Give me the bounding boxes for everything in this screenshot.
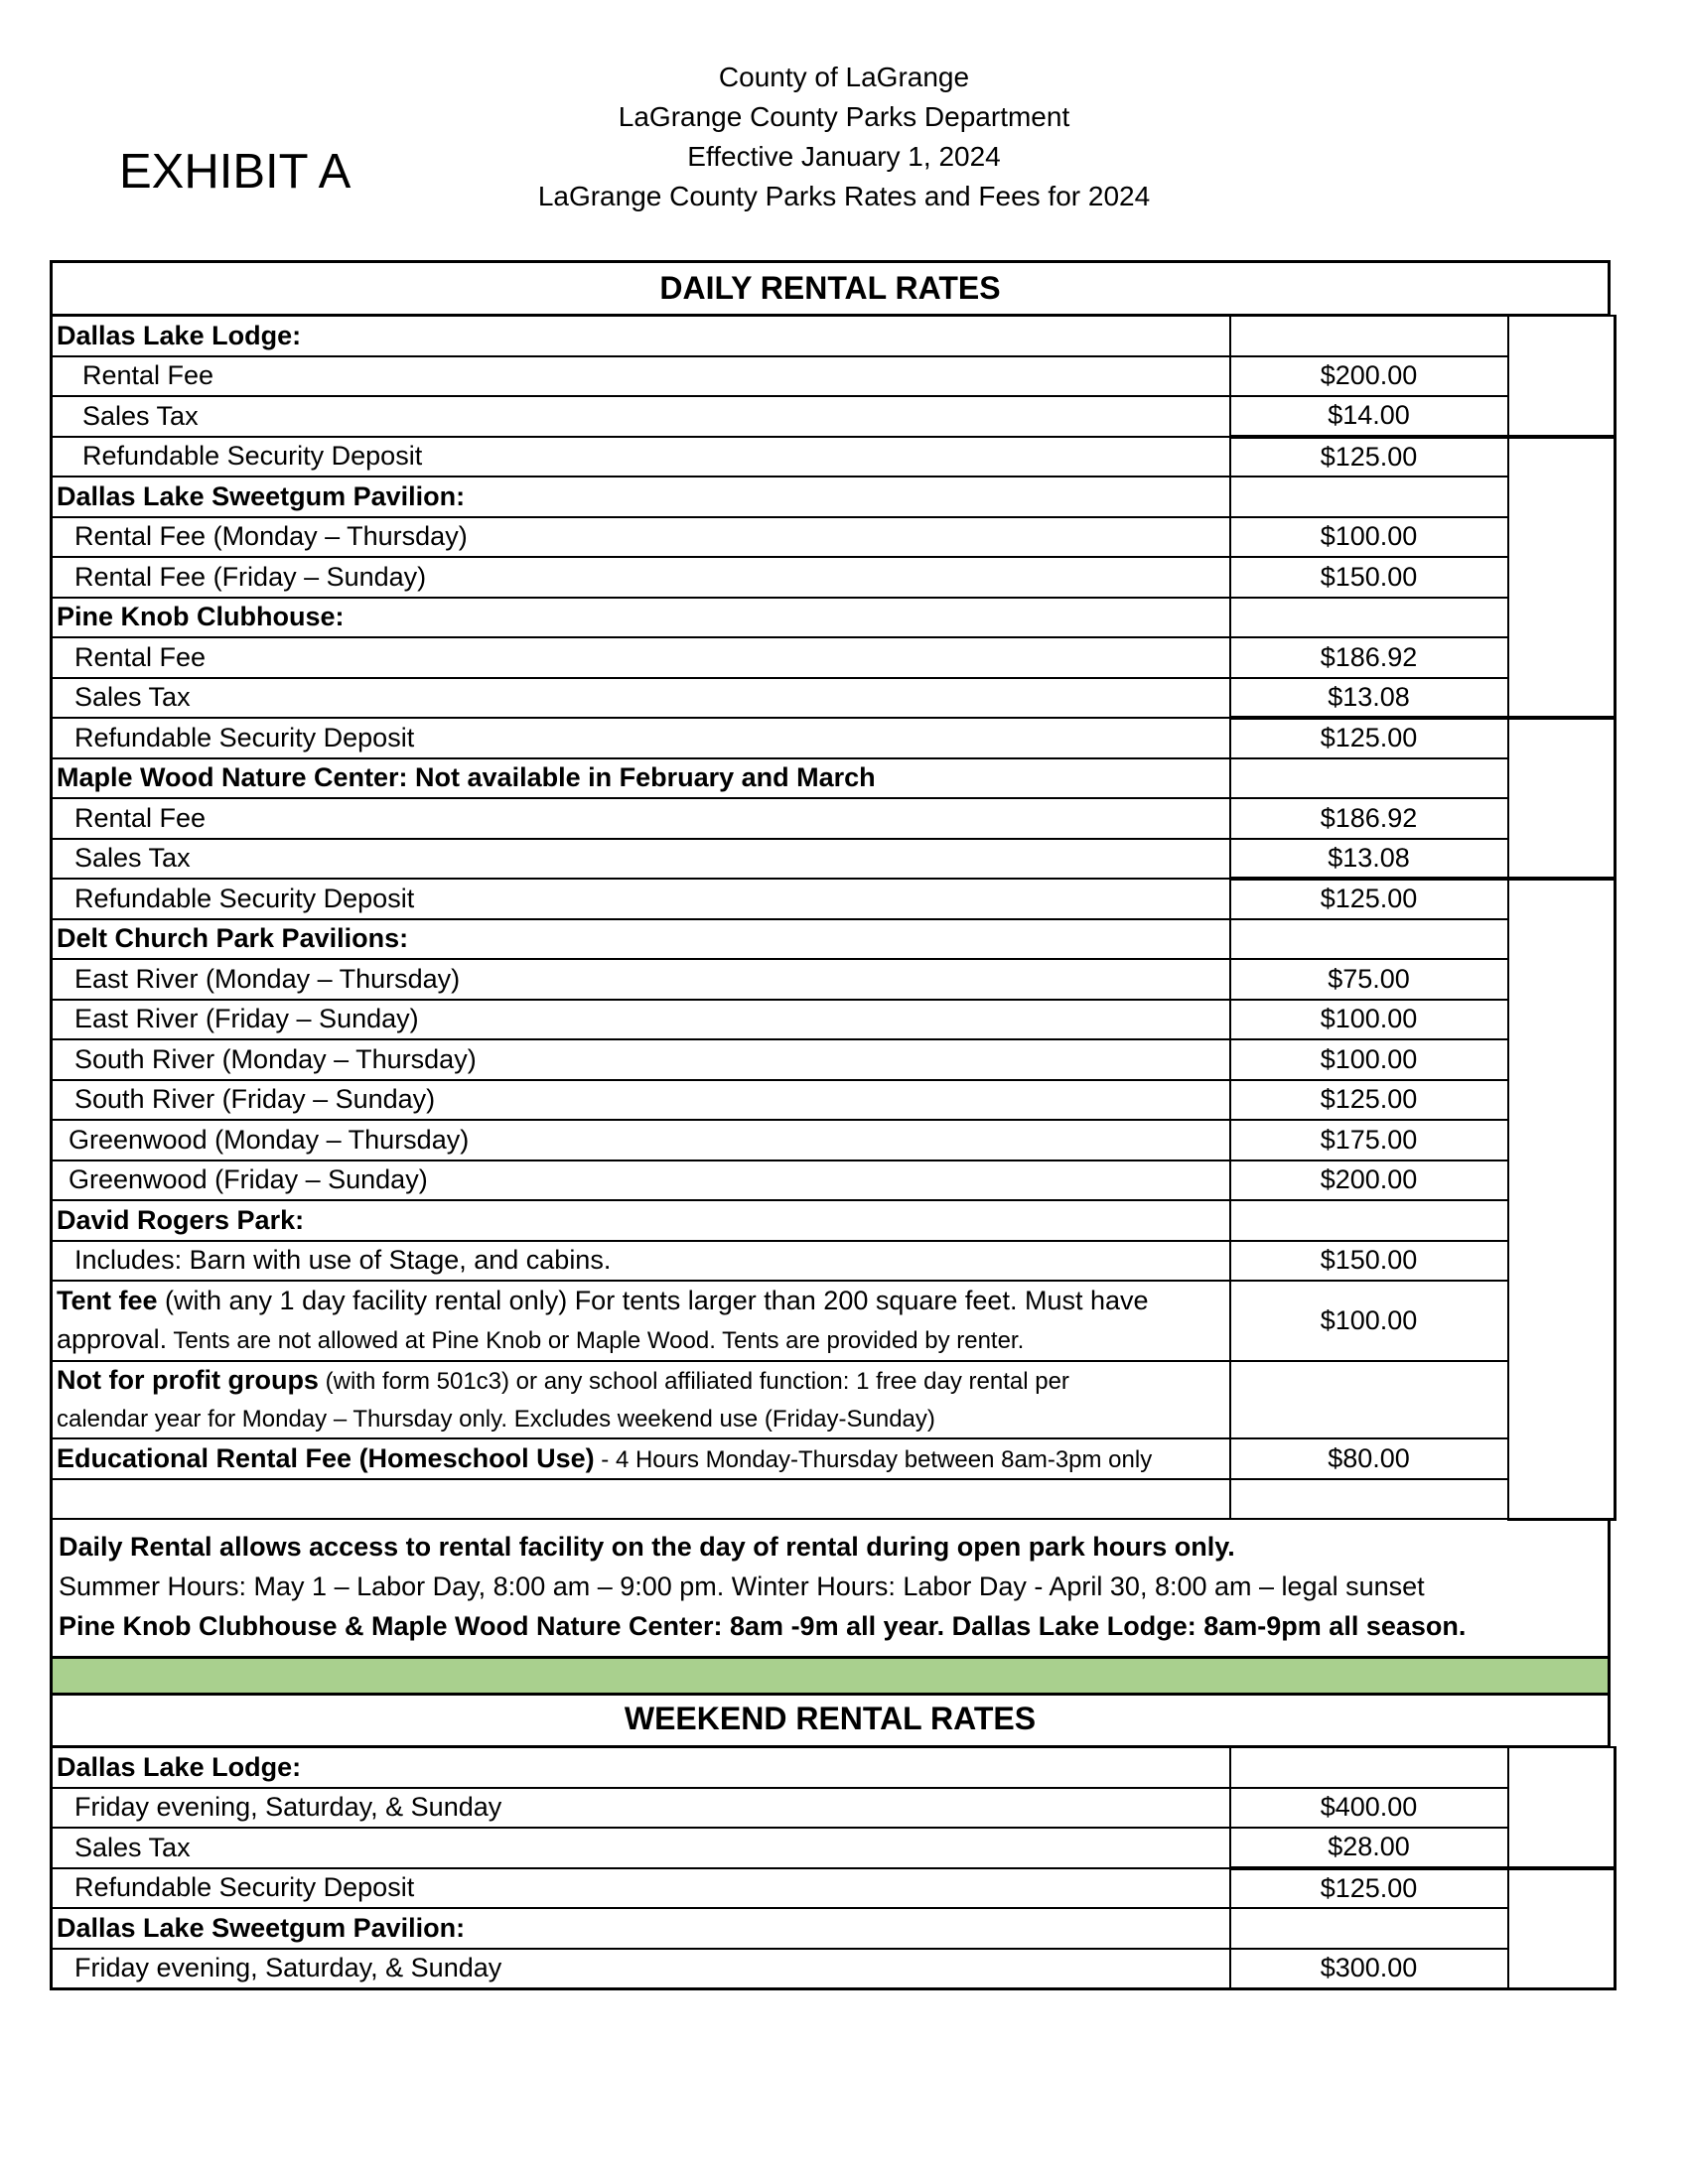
row-amount: $125.00 xyxy=(1230,1080,1508,1121)
side-cell xyxy=(1508,879,1616,1519)
tent-fee-approval: approval. xyxy=(57,1324,168,1354)
table-row xyxy=(52,637,1616,678)
table-row xyxy=(52,678,1616,719)
row-amount: $28.00 xyxy=(1230,1828,1508,1868)
weekend-rates-title xyxy=(50,1693,1611,1748)
exhibit-label: EXHIBIT A xyxy=(119,145,352,199)
tent-fee-text: (with any 1 day facility rental only) For tents larger than 200 square feet. Must have xyxy=(157,1286,1149,1315)
table-row xyxy=(52,517,1616,558)
not-for-profit-text: (with form 501c3) or any school affiliated function: 1 free day rental per xyxy=(318,1368,1069,1395)
header-county: County of LaGrange xyxy=(718,62,970,92)
table-row xyxy=(52,1000,1616,1040)
row-label: Friday evening, Saturday, & Sunday xyxy=(52,1788,1230,1829)
row-amount: $75.00 xyxy=(1230,959,1508,1000)
header-subtitle: LaGrange County Parks Rates and Fees for 2024 xyxy=(537,181,1151,211)
row-label: Sales Tax xyxy=(52,678,1230,719)
row-label: Sales Tax xyxy=(52,396,1230,437)
side-cell xyxy=(1508,1747,1616,1868)
side-cell xyxy=(1508,1868,1616,1989)
row-label: Friday evening, Saturday, & Sunday xyxy=(52,1949,1230,1989)
row-label: Rental Fee xyxy=(52,637,1230,678)
table-row xyxy=(52,959,1616,1000)
not-for-profit-text-2: calendar year for Monday – Thursday only. Excludes weekend use (Friday-Sunday) xyxy=(57,1406,935,1433)
side-cell xyxy=(1508,437,1616,719)
empty-cell xyxy=(1230,1479,1508,1520)
row-label: Dallas Lake Lodge: xyxy=(52,316,1230,356)
table-row xyxy=(52,1868,1616,1909)
educational-description xyxy=(52,1438,1230,1479)
table-row xyxy=(52,356,1616,397)
table-row-educational xyxy=(52,1438,1616,1479)
row-amount: $100.00 xyxy=(1230,1039,1508,1080)
row-amount: $100.00 xyxy=(1230,1281,1508,1361)
row-label: Rental Fee (Friday – Sunday) xyxy=(52,557,1230,598)
notes-line-3: Pine Knob Clubhouse & Maple Wood Nature Center: 8am -9m all year. Dallas Lake Lodge: 8am-9pm all season. xyxy=(59,1611,1467,1641)
row-label: Dallas Lake Sweetgum Pavilion: xyxy=(52,477,1230,517)
row-amount: $80.00 xyxy=(1230,1438,1508,1479)
row-label: Dallas Lake Sweetgum Pavilion: xyxy=(52,1908,1230,1949)
not-for-profit-description xyxy=(52,1361,1230,1438)
row-amount: $150.00 xyxy=(1230,1241,1508,1282)
table-row xyxy=(52,1828,1616,1868)
row-amount: $13.08 xyxy=(1230,678,1508,719)
notes-line-2: Summer Hours: May 1 – Labor Day, 8:00 am – 9:00 pm. Winter Hours: Labor Day - April 30, 8:00 am – legal sunset xyxy=(59,1571,1425,1601)
row-label: Refundable Security Deposit xyxy=(52,718,1230,758)
row-label: Rental Fee xyxy=(52,798,1230,839)
row-amount xyxy=(1230,477,1508,517)
table-row xyxy=(52,879,1616,919)
table-row-not-for-profit xyxy=(52,1361,1616,1438)
table-row xyxy=(52,718,1616,758)
row-amount: $125.00 xyxy=(1230,718,1508,758)
row-amount: $125.00 xyxy=(1230,437,1508,478)
row-label: Rental Fee (Monday – Thursday) xyxy=(52,517,1230,558)
table-row-empty xyxy=(52,1479,1616,1520)
table-row-tent-fee xyxy=(52,1281,1616,1361)
row-amount: $300.00 xyxy=(1230,1949,1508,1989)
table-row xyxy=(52,1120,1616,1160)
table-row xyxy=(52,396,1616,437)
row-label: South River (Monday – Thursday) xyxy=(52,1039,1230,1080)
table-row xyxy=(52,598,1616,638)
row-amount: $150.00 xyxy=(1230,557,1508,598)
notes-line-1: Daily Rental allows access to rental facility on the day of rental during open park hours only. xyxy=(59,1532,1235,1562)
side-cell xyxy=(1508,718,1616,879)
row-amount xyxy=(1230,1361,1508,1438)
row-label: East River (Monday – Thursday) xyxy=(52,959,1230,1000)
table-row xyxy=(52,839,1616,880)
row-amount xyxy=(1230,598,1508,638)
row-label: Refundable Security Deposit xyxy=(52,879,1230,919)
row-label: Sales Tax xyxy=(52,1828,1230,1868)
row-amount: $200.00 xyxy=(1230,356,1508,397)
table-row xyxy=(52,557,1616,598)
row-amount xyxy=(1230,758,1508,799)
educational-text: - 4 Hours Monday-Thursday between 8am-3pm only xyxy=(594,1445,1153,1473)
table-row xyxy=(52,1039,1616,1080)
row-amount: $186.92 xyxy=(1230,637,1508,678)
weekend-rates-table xyxy=(50,1746,1617,1990)
row-amount: $186.92 xyxy=(1230,798,1508,839)
table-row xyxy=(52,316,1616,356)
row-amount: $100.00 xyxy=(1230,1000,1508,1040)
row-amount xyxy=(1230,1908,1508,1949)
row-amount: $175.00 xyxy=(1230,1120,1508,1160)
row-amount: $14.00 xyxy=(1230,396,1508,437)
row-amount: $13.08 xyxy=(1230,839,1508,880)
empty-cell xyxy=(52,1479,1230,1520)
row-label: Refundable Security Deposit xyxy=(52,437,1230,478)
table-row xyxy=(52,477,1616,517)
row-amount: $400.00 xyxy=(1230,1788,1508,1829)
table-row xyxy=(52,758,1616,799)
table-row xyxy=(52,798,1616,839)
row-amount: $200.00 xyxy=(1230,1160,1508,1201)
row-amount xyxy=(1230,1200,1508,1241)
table-row xyxy=(52,919,1616,960)
document-header xyxy=(0,58,1688,216)
row-label: Rental Fee xyxy=(52,356,1230,397)
row-label: David Rogers Park: xyxy=(52,1200,1230,1241)
daily-rates-table xyxy=(50,315,1617,1521)
side-cell xyxy=(1508,316,1616,437)
table-row xyxy=(52,1788,1616,1829)
table-row xyxy=(52,437,1616,478)
row-label: Includes: Barn with use of Stage, and cabins. xyxy=(52,1241,1230,1282)
table-row xyxy=(52,1949,1616,1989)
tent-fee-description xyxy=(52,1281,1230,1361)
header-department: LaGrange County Parks Department xyxy=(618,101,1070,132)
table-row xyxy=(52,1241,1616,1282)
table-row xyxy=(52,1747,1616,1788)
row-label: Refundable Security Deposit xyxy=(52,1868,1230,1909)
row-label: East River (Friday – Sunday) xyxy=(52,1000,1230,1040)
row-label: Delt Church Park Pavilions: xyxy=(52,919,1230,960)
green-separator-band xyxy=(50,1656,1611,1696)
table-row xyxy=(52,1200,1616,1241)
daily-rates-title-text: DAILY RENTAL RATES xyxy=(659,270,1001,306)
row-amount xyxy=(1230,919,1508,960)
row-label: Greenwood (Monday – Thursday) xyxy=(52,1120,1230,1160)
tent-fee-note: Tents are not allowed at Pine Knob or Maple Wood. Tents are provided by renter. xyxy=(167,1327,1025,1354)
row-amount: $100.00 xyxy=(1230,517,1508,558)
row-label: Pine Knob Clubhouse: xyxy=(52,598,1230,638)
daily-rates-title xyxy=(50,260,1611,317)
daily-rental-notes xyxy=(50,1519,1611,1656)
row-label: Sales Tax xyxy=(52,839,1230,880)
row-label: Dallas Lake Lodge: xyxy=(52,1747,1230,1788)
header-effective-date: Effective January 1, 2024 xyxy=(687,141,1001,172)
row-label: South River (Friday – Sunday) xyxy=(52,1080,1230,1121)
not-for-profit-label: Not for profit groups xyxy=(57,1365,319,1395)
row-amount: $125.00 xyxy=(1230,1868,1508,1909)
table-row xyxy=(52,1160,1616,1201)
table-row xyxy=(52,1908,1616,1949)
row-amount xyxy=(1230,1747,1508,1788)
row-amount: $125.00 xyxy=(1230,879,1508,919)
educational-label: Educational Rental Fee (Homeschool Use) xyxy=(57,1442,595,1473)
row-amount xyxy=(1230,316,1508,356)
tent-fee-label: Tent fee xyxy=(57,1286,158,1315)
table-row xyxy=(52,1080,1616,1121)
weekend-rates-title-text: WEEKEND RENTAL RATES xyxy=(624,1701,1037,1736)
row-label: Maple Wood Nature Center: Not available in February and March xyxy=(52,758,1230,799)
row-label: Greenwood (Friday – Sunday) xyxy=(52,1160,1230,1201)
